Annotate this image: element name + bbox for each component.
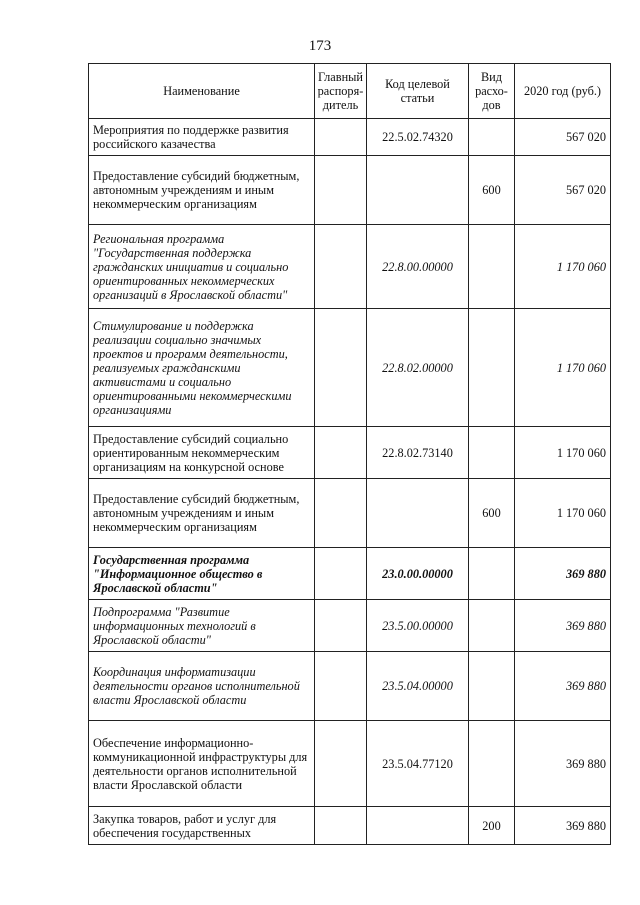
cell-amount: 369 880 xyxy=(515,721,611,807)
cell-amount: 567 020 xyxy=(515,119,611,156)
cell-type: 200 xyxy=(469,807,515,845)
table-row xyxy=(89,652,611,721)
cell-manager xyxy=(315,309,367,427)
cell-amount: 369 880 xyxy=(515,600,611,652)
cell-code: 22.8.00.00000 xyxy=(367,225,469,309)
page-number: 173 xyxy=(308,38,332,54)
cell-type: 600 xyxy=(469,156,515,225)
cell-code xyxy=(367,479,469,548)
cell-type xyxy=(469,600,515,652)
cell-type xyxy=(469,225,515,309)
cell-name: Предоставление субсидий бюджетным, автономным учреждениям и иным некоммерческим организациям xyxy=(89,479,315,548)
cell-type: 600 xyxy=(469,479,515,548)
table-row xyxy=(89,600,611,652)
cell-code xyxy=(367,156,469,225)
table-row xyxy=(89,309,611,427)
table-row xyxy=(89,548,611,600)
cell-amount: 369 880 xyxy=(515,652,611,721)
cell-amount: 369 880 xyxy=(515,548,611,600)
cell-amount: 567 020 xyxy=(515,156,611,225)
cell-name: Предоставление субсидий социально ориентированным некоммерческим организациям на конкурсной основе xyxy=(89,427,315,479)
cell-name: Подпрограмма "Развитие информационных технологий в Ярославской области" xyxy=(89,600,315,652)
cell-name: Закупка товаров, работ и услуг для обеспечения государственных xyxy=(89,807,315,845)
cell-name: Стимулирование и поддержка реализации социально значимых проектов и программ деятельности, реализуемых гражданскими активистами и социально ориентированными некоммерческими организациями xyxy=(89,309,315,427)
cell-code: 23.0.00.00000 xyxy=(367,548,469,600)
cell-manager xyxy=(315,807,367,845)
cell-amount: 1 170 060 xyxy=(515,309,611,427)
cell-amount: 1 170 060 xyxy=(515,427,611,479)
cell-type xyxy=(469,721,515,807)
table-body xyxy=(89,119,611,845)
cell-type xyxy=(469,309,515,427)
cell-manager xyxy=(315,119,367,156)
header-amount: 2020 год (руб.) xyxy=(515,64,611,119)
cell-type xyxy=(469,652,515,721)
table-row xyxy=(89,807,611,845)
table-row xyxy=(89,156,611,225)
cell-manager xyxy=(315,427,367,479)
table-row xyxy=(89,119,611,156)
cell-manager xyxy=(315,652,367,721)
table-row xyxy=(89,427,611,479)
cell-manager xyxy=(315,600,367,652)
cell-name: Обеспечение информационно-коммуникационной инфраструктуры для деятельности органов исполнительной власти Ярославской области xyxy=(89,721,315,807)
cell-code: 22.8.02.00000 xyxy=(367,309,469,427)
cell-code: 23.5.04.00000 xyxy=(367,652,469,721)
cell-name: Координация информатизации деятельности органов исполнительной власти Ярославской области xyxy=(89,652,315,721)
cell-name: Государственная программа "Информационное общество в Ярославской области" xyxy=(89,548,315,600)
cell-type xyxy=(469,427,515,479)
header-type: Вид расхо-дов xyxy=(469,64,515,119)
cell-code: 23.5.00.00000 xyxy=(367,600,469,652)
table-header-row xyxy=(89,64,611,119)
budget-table xyxy=(88,63,611,845)
cell-code xyxy=(367,807,469,845)
header-manager: Главный распоря-дитель xyxy=(315,64,367,119)
cell-code: 23.5.04.77120 xyxy=(367,721,469,807)
cell-manager xyxy=(315,225,367,309)
cell-manager xyxy=(315,479,367,548)
cell-manager xyxy=(315,721,367,807)
cell-amount: 369 880 xyxy=(515,807,611,845)
table-row xyxy=(89,225,611,309)
cell-manager xyxy=(315,156,367,225)
cell-code: 22.8.02.73140 xyxy=(367,427,469,479)
cell-name: Региональная программа "Государственная поддержка гражданских инициатив и социально ориентированных некоммерческих организаций в Ярославской области" xyxy=(89,225,315,309)
cell-code: 22.5.02.74320 xyxy=(367,119,469,156)
cell-manager xyxy=(315,548,367,600)
header-code: Код целевой статьи xyxy=(367,64,469,119)
cell-name: Предоставление субсидий бюджетным, автономным учреждениям и иным некоммерческим организациям xyxy=(89,156,315,225)
cell-amount: 1 170 060 xyxy=(515,479,611,548)
cell-amount: 1 170 060 xyxy=(515,225,611,309)
cell-type xyxy=(469,548,515,600)
cell-name: Мероприятия по поддержке развития российского казачества xyxy=(89,119,315,156)
table-row xyxy=(89,479,611,548)
header-name: Наименование xyxy=(89,64,315,119)
cell-type xyxy=(469,119,515,156)
table-row xyxy=(89,721,611,807)
